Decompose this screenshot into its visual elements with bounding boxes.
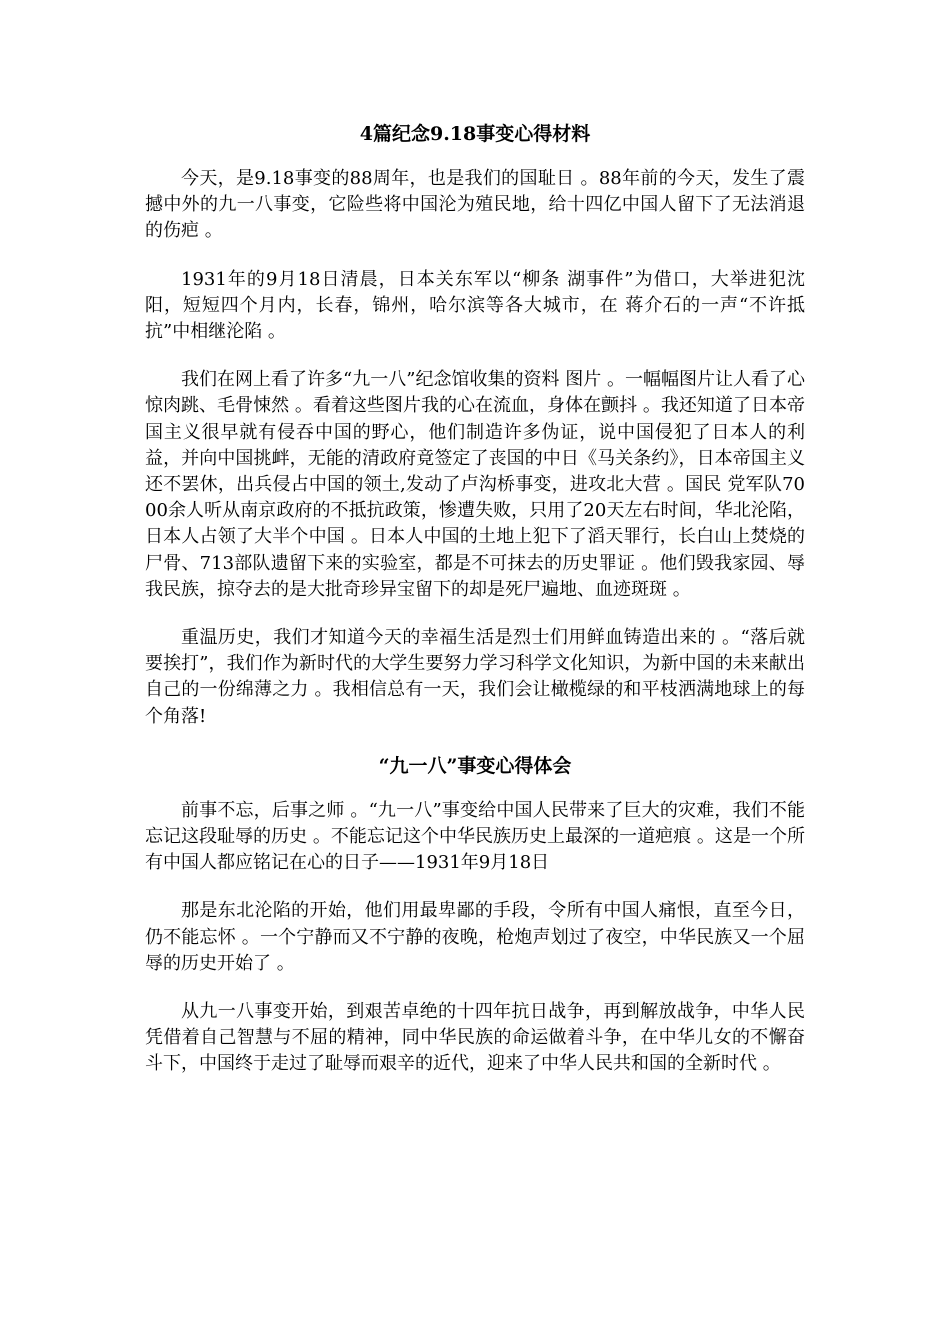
document-body	[145, 120, 805, 1100]
paragraph-1931-invasion: 1931年的9月18日清晨，日本关东军以“柳条 湖事件”为借口，大举进犯沈阳，短短四个月内，长春，锦州，哈尔滨等各大城市，在 蒋介石的一声“不许抵抗”中相继沦陷 。	[145, 268, 805, 343]
paragraph-anniversary: 今天，是9.18事变的88周年，也是我们的国耻日 。88年前的今天，发生了震撼中外的九一八事变，它险些将中国沦为殖民地，给十四亿中国人留下了无法消退的伤疤 。	[145, 168, 805, 242]
paragraph-review-history: 重温历史，我们才知道今天的幸福生活是烈士们用鲜血铸造出来的 。“落后就要挨打”，我们作为新时代的大学生要努力学习科学文化知识，为新中国的未来献出自己的一份绵薄之力 。我相信总有一天，我们会让橄榄绿的和平枝洒满地球上的每个角落!	[145, 627, 805, 727]
paragraph-northeast-fall: 那是东北沦陷的开始，他们用最卑鄙的手段，令所有中国人痛恨，直至今日，仍不能忘怀 。一个宁静而又不宁静的夜晚，枪炮声划过了夜空，中华民族又一个屈辱的历史开始了 。	[145, 900, 805, 974]
paragraph-new-era: 从九一八事变开始，到艰苦卓绝的十四年抗日战争，再到解放战争，中华人民凭借着自己智慧与不屈的精神，同中华民族的命运做着斗争，在中华儿女的不懈奋斗下，中国终于走过了耻辱而艰辛的近代，迎来了中华人民共和国的全新时代 。	[145, 1001, 805, 1075]
paragraph-never-forget: 前事不忘，后事之师 。“九一八”事变给中国人民带来了巨大的灾难，我们不能忘记这段耻辱的历史 。不能忘记这个中华民族历史上最深的一道疤痕 。这是一个所有中国人都应铭记在心的日子——1931年9月18日	[145, 799, 805, 874]
section-title: “九一八”事变心得体会	[378, 754, 572, 777]
document-title: 4篇纪念9.18事变心得材料	[359, 123, 591, 145]
paragraph-memorial-photos: 我们在网上看了许多“九一八”纪念馆收集的资料 图片 。一幅幅图片让人看了心惊肉跳、毛骨悚然 。看着这些图片我的心在流血，身体在颤抖 。我还知道了日本帝国主义很早就有侵吞中国的野心，他们制造许多伪证，说中国侵犯了日本人的利益，并向中国挑衅，无能的清政府竟签定了丧国的中日《马关条约》，日本帝国主义还不罢休，出兵侵占中国的领土,发动了卢沟桥事变，进攻北大营 。国民 党军队7000余人听从南京政府的不抵抗政策，惨遭失败，只用了20天左右时间，华北沦陷，日本人占领了大半个中国 。日本人中国的土地上犯下了滔天罪行，长白山上焚烧的尸骨、713部队遗留下来的实验室，都是不可抹去的历史罪证 。他们毁我家园、辱我民族，掠夺去的是大批奇珍异宝留下的却是死尸遍地、血迹斑斑 。	[145, 369, 805, 600]
